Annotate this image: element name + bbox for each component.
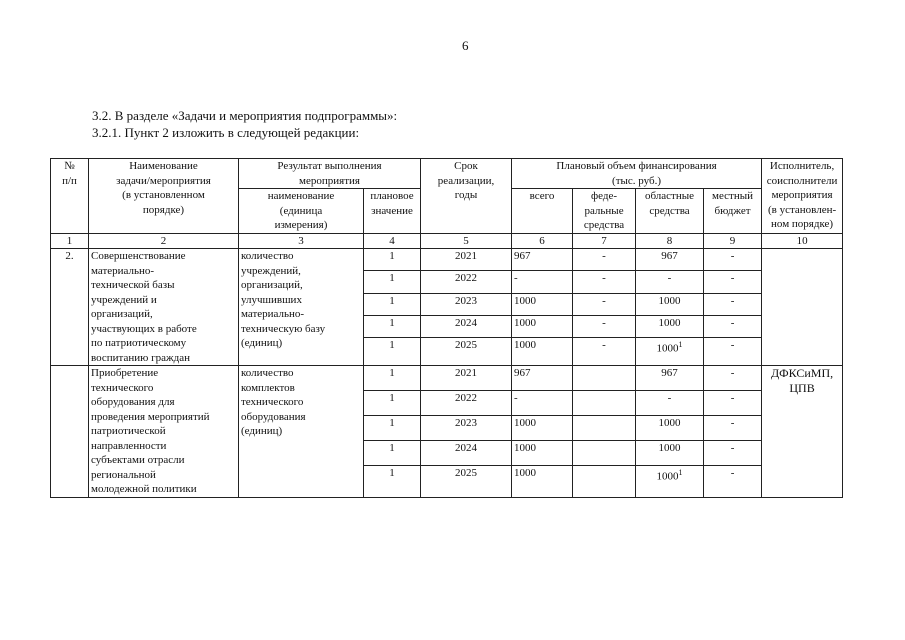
header-text: п/п	[62, 174, 77, 187]
year: 2025	[421, 338, 512, 366]
header-text: местный	[712, 190, 754, 202]
executor-cell	[762, 249, 843, 366]
planned-value: 1	[364, 391, 421, 416]
task-name-line: направленности	[91, 439, 167, 452]
task-name-line: субъектами отрасли	[91, 454, 185, 466]
header-planned	[364, 189, 421, 234]
indicator-line: оборудования	[241, 410, 306, 423]
regional-amount: -	[636, 391, 704, 416]
tasks-table	[50, 158, 843, 498]
column-number: 10	[762, 233, 843, 249]
local-amount: -	[704, 416, 762, 441]
local-amount: -	[704, 293, 762, 315]
header-text: Результат выполнения	[277, 160, 382, 172]
year: 2021	[421, 366, 512, 391]
header-text: Наименование	[129, 160, 198, 172]
header-text: средства	[649, 204, 690, 217]
regional-amount: 1000	[636, 416, 704, 441]
planned-value: 1	[364, 293, 421, 315]
total-amount: 1000	[512, 316, 573, 338]
federal-amount	[573, 441, 636, 466]
total-amount: 967	[512, 366, 573, 391]
planned-value: 1	[364, 316, 421, 338]
local-amount: -	[704, 338, 762, 366]
task-name-line: технического	[91, 381, 154, 394]
total-amount: -	[512, 391, 573, 416]
planned-value: 1	[364, 271, 421, 293]
year: 2023	[421, 293, 512, 315]
local-amount: -	[704, 441, 762, 466]
indicator-cell	[239, 249, 364, 366]
header-text: реализации,	[437, 174, 495, 187]
header-text: (единица	[279, 204, 323, 217]
header-regional	[636, 189, 704, 234]
header-text: ральные	[584, 204, 624, 217]
executor-cell	[762, 366, 843, 498]
task-name-line: организаций,	[91, 308, 153, 320]
year: 2022	[421, 271, 512, 293]
regional-amount: -	[636, 271, 704, 293]
header-text: Исполнитель,	[769, 160, 835, 172]
footnote-mark: 1	[678, 340, 683, 350]
column-number: 8	[636, 233, 704, 249]
federal-amount: -	[573, 249, 636, 271]
year: 2024	[421, 316, 512, 338]
header-text: (в установленном	[122, 189, 205, 201]
column-number: 6	[512, 233, 573, 249]
year: 2025	[421, 466, 512, 497]
header-text: годы	[454, 189, 478, 201]
year: 2024	[421, 441, 512, 466]
task-name-line: технической базы	[91, 279, 175, 291]
federal-amount: -	[573, 338, 636, 366]
task-name-cell	[89, 249, 239, 366]
total-amount: 1000	[512, 338, 573, 366]
regional-amount: 1000$^1$	[636, 338, 704, 366]
indicator-line: техническую базу	[241, 322, 326, 335]
header-text: областные	[644, 190, 695, 202]
regional-amount: 1000$^1$	[636, 466, 704, 497]
column-number-row	[51, 233, 843, 249]
column-number: 1	[51, 233, 89, 249]
header-result	[239, 159, 421, 189]
total-amount: 1000	[512, 293, 573, 315]
indicator-line: количество	[241, 367, 294, 379]
indicator-line: технического	[241, 396, 304, 408]
header-num	[51, 159, 89, 234]
federal-amount	[573, 366, 636, 391]
local-amount: -	[704, 249, 762, 271]
planned-value: 1	[364, 416, 421, 441]
header-text: Плановый объем финансирования	[556, 160, 717, 172]
header-text: мероприятия	[771, 189, 833, 201]
total-amount: 967	[512, 249, 573, 271]
table-row	[51, 366, 843, 391]
indicator-line: количество	[241, 250, 294, 262]
column-number: 3	[239, 233, 364, 249]
task-name-line: молодежной политики	[91, 483, 197, 495]
total-amount: -	[512, 271, 573, 293]
task-name-line: Совершенствование	[91, 250, 186, 262]
header-text: феде-	[591, 190, 618, 202]
table-body	[51, 249, 843, 498]
header-task-name	[89, 159, 239, 234]
task-name-line: воспитанию граждан	[91, 351, 190, 364]
local-amount: -	[704, 466, 762, 497]
year: 2022	[421, 391, 512, 416]
indicator-cell	[239, 366, 364, 498]
indicator-line: материально-	[241, 308, 305, 320]
header-text: мероприятия	[299, 174, 360, 187]
indicator-line: комплектов	[241, 381, 295, 394]
total-amount: 1000	[512, 441, 573, 466]
task-name-line: патриотической	[91, 425, 166, 437]
header-term	[421, 159, 512, 234]
task-name-line: Приобретение	[91, 367, 159, 379]
planned-value: 1	[364, 466, 421, 497]
row-number: 2.	[51, 249, 89, 366]
regional-amount: 967	[636, 249, 704, 271]
task-name-line: региональной	[91, 468, 156, 481]
total-amount: 1000	[512, 416, 573, 441]
federal-amount	[573, 466, 636, 497]
task-name-line: по патриотическому	[91, 337, 187, 349]
indicator-line: улучшивших	[241, 293, 302, 306]
row-number	[51, 366, 89, 498]
header-text: ном порядке)	[771, 218, 834, 230]
task-name-cell	[89, 366, 239, 498]
header-text: соисполнители	[766, 174, 838, 187]
task-name-line: материально-	[91, 264, 155, 277]
header-text: измерения)	[274, 219, 328, 231]
column-number: 9	[704, 233, 762, 249]
header-text: средства	[583, 219, 625, 231]
column-number: 2	[89, 233, 239, 249]
federal-amount	[573, 391, 636, 416]
header-text: наименование	[267, 190, 335, 202]
executor-line: ЦПВ	[789, 381, 815, 395]
header-row-1	[51, 159, 843, 189]
task-name-line: оборудования для	[91, 396, 175, 408]
regional-amount: 1000	[636, 441, 704, 466]
section-heading: 3.2. В разделе «Задачи и мероприятия подпрограммы»:	[92, 108, 398, 123]
federal-amount: -	[573, 271, 636, 293]
local-amount: -	[704, 391, 762, 416]
header-executor	[762, 159, 843, 234]
header-text: (в установлен-	[767, 203, 837, 216]
indicator-line: (единиц)	[241, 337, 283, 349]
header-text: значение	[371, 204, 413, 217]
header-total	[512, 189, 573, 234]
year: 2021	[421, 249, 512, 271]
header-text: порядке)	[142, 203, 185, 216]
local-amount: -	[704, 316, 762, 338]
column-number: 7	[573, 233, 636, 249]
planned-value: 1	[364, 249, 421, 271]
table-row	[51, 249, 843, 271]
local-amount: -	[704, 366, 762, 391]
header-text: №	[64, 160, 75, 172]
planned-value: 1	[364, 441, 421, 466]
executor-line: ДФКСиМП,	[770, 366, 834, 380]
header-text: (тыс. руб.)	[612, 174, 662, 187]
federal-amount	[573, 416, 636, 441]
regional-amount: 1000	[636, 316, 704, 338]
planned-value: 1	[364, 366, 421, 391]
federal-amount: -	[573, 316, 636, 338]
header-federal	[573, 189, 636, 234]
subsection-heading: 3.2.1. Пункт 2 изложить в следующей редакции:	[92, 125, 360, 140]
footnote-mark: 1	[678, 468, 683, 478]
indicator-line: (единиц)	[241, 425, 283, 437]
header-indicator	[239, 189, 364, 234]
task-name-line: учреждений и	[91, 293, 157, 306]
header-local	[704, 189, 762, 234]
column-number: 5	[421, 233, 512, 249]
header-funding	[512, 159, 762, 189]
total-amount: 1000	[512, 466, 573, 497]
planned-value: 1	[364, 338, 421, 366]
federal-amount: -	[573, 293, 636, 315]
task-name-line: проведения мероприятий	[91, 410, 210, 423]
page-number: 6	[462, 38, 469, 53]
indicator-line: организаций,	[241, 279, 303, 291]
regional-amount: 1000	[636, 293, 704, 315]
indicator-line: учреждений,	[241, 264, 301, 277]
local-amount: -	[704, 271, 762, 293]
task-name-line: участвующих в работе	[91, 322, 197, 335]
header-text: всего	[529, 190, 555, 202]
header-text: бюджет	[714, 204, 751, 217]
header-text: Срок	[454, 160, 478, 172]
regional-amount: 967	[636, 366, 704, 391]
header-text: плановое	[370, 190, 414, 202]
column-number: 4	[364, 233, 421, 249]
header-text: задачи/мероприятия	[116, 174, 211, 187]
year: 2023	[421, 416, 512, 441]
